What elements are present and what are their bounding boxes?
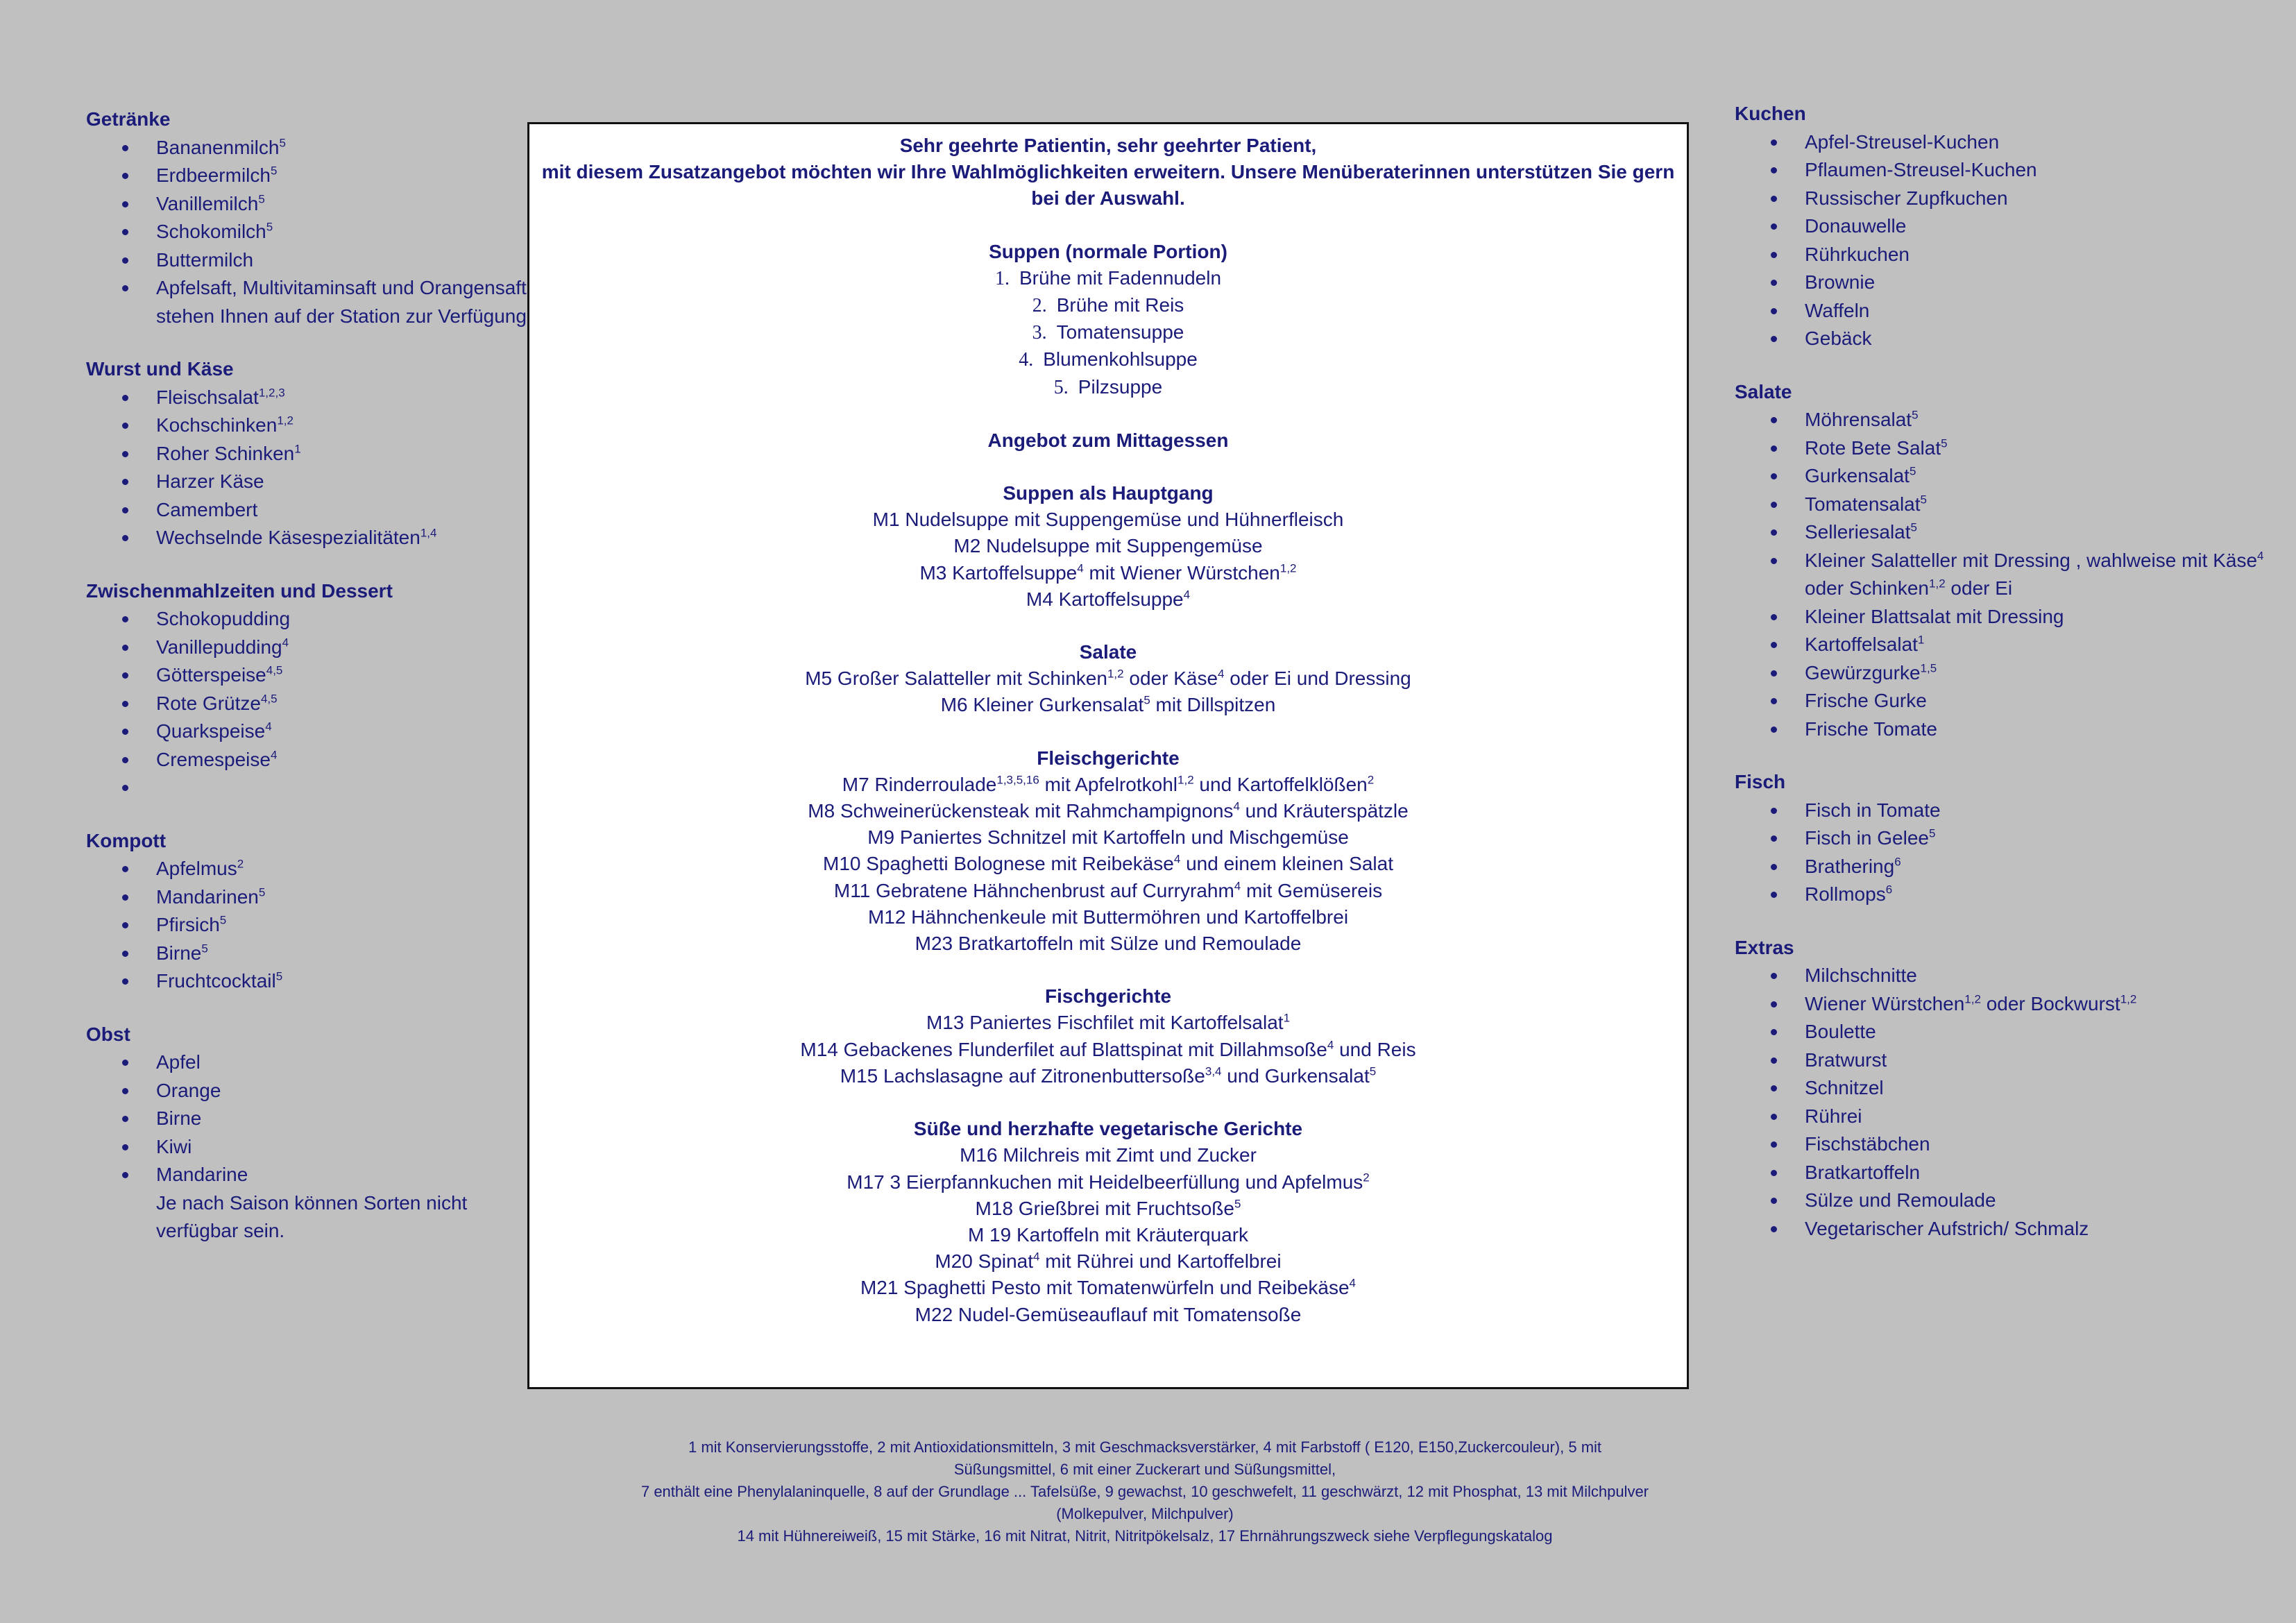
list-item: Schokopudding xyxy=(86,605,530,634)
list-item: Russischer Zupfkuchen xyxy=(1735,185,2276,213)
section-title: Fisch xyxy=(1735,771,1786,792)
menu-section xyxy=(1735,768,2276,909)
list-item: Harzer Käse xyxy=(86,468,530,496)
soup-number: 2. xyxy=(1032,295,1047,317)
section-title: Salate xyxy=(1735,380,1792,402)
footnote-line: 1 mit Konservierungsstoffe, 2 mit Antioxidationsmitteln, 3 mit Geschmacksverstärker, 4 mit Farbstoff ( E120, E150,Zuckercouleur), 5 mit xyxy=(688,1438,1602,1456)
allergen-note: 5 xyxy=(1920,493,1928,507)
menu-item: M7 Rinderroulade$^{1,3,5,16}$ mit Apfelrotkohl$^{1,2}$ und Kartoffelklößen$^2$ xyxy=(842,773,1375,795)
allergen-note: 6 xyxy=(1885,883,1893,897)
menu-item: M3 Kartoffelsuppe$^4$ mit Wiener Würstchen$^{1,2}$ xyxy=(919,561,1297,584)
footnote-line: (Molkepulver, Milchpulver) xyxy=(1056,1505,1234,1522)
allergen-note: 4 xyxy=(265,720,272,733)
list-item: Apfel xyxy=(86,1048,530,1077)
footnotes xyxy=(597,1436,1693,1547)
allergen-note: 4,5 xyxy=(260,692,278,706)
right-column xyxy=(1735,100,2276,1268)
list-item: Rührei xyxy=(1735,1103,2276,1131)
item-list xyxy=(86,134,530,331)
list-item: Brownie xyxy=(1735,269,2276,297)
allergen-note: 5 xyxy=(1912,408,1919,422)
list-item: Kleiner Blattsalat mit Dressing xyxy=(1735,603,2276,631)
soup-item xyxy=(529,319,1687,346)
item-list xyxy=(1735,406,2276,743)
list-item: Kleiner Salatteller mit Dressing , wahlweise mit Käse$^4$ oder Schinken$^{1,2}$ oder Ei xyxy=(1735,547,2276,603)
menu-item: M8 Schweinerückensteak mit Rahmchampignons$^4$ und Kräuterspätzle xyxy=(808,799,1409,822)
soup-number: 4. xyxy=(1019,349,1034,371)
spacer xyxy=(529,454,1687,480)
section-title: Wurst und Käse xyxy=(86,358,234,380)
list-item: Buttermilch xyxy=(86,246,530,275)
list-item: Wiener Würstchen$^{1,2}$ oder Bockwurst$^{1,2}$ xyxy=(1735,990,2276,1019)
allergen-note: 5 xyxy=(1928,826,1936,840)
list-item: Rollmops$^6$ xyxy=(1735,881,2276,909)
spacer xyxy=(529,613,1687,639)
group-title: Fischgerichte xyxy=(1044,985,1172,1008)
soup-item xyxy=(529,265,1687,292)
menu-item: M10 Spaghetti Bolognese mit Reibekäse$^4$ und einem kleinen Salat xyxy=(823,853,1393,875)
list-item: Vanillemilch$^5$ xyxy=(86,190,530,219)
item-list xyxy=(86,855,530,996)
section-title: Getränke xyxy=(86,108,171,130)
list-item: Fisch in Gelee$^5$ xyxy=(1735,824,2276,853)
list-item: Fleischsalat$^{1,2,3}$ xyxy=(86,384,530,412)
soup-number: 5. xyxy=(1053,376,1069,398)
list-item: Bratwurst xyxy=(1735,1046,2276,1075)
list-item: Fisch in Tomate xyxy=(1735,797,2276,825)
footnote-line: 14 mit Hühnereiweiß, 15 mit Stärke, 16 mit Nitrat, Nitrit, Nitritpökelsalz, 17 Ehrnährungszweck siehe Verpflegungskatalog xyxy=(737,1527,1553,1545)
spacer xyxy=(529,719,1687,745)
list-item: Camembert xyxy=(86,496,530,525)
list-item: Gewürzgurke$^{1,5}$ xyxy=(1735,659,2276,688)
allergen-note: 1,2 xyxy=(277,414,294,427)
list-item xyxy=(86,774,530,802)
menu-item: M2 Nudelsuppe mit Suppengemüse xyxy=(953,535,1263,557)
list-item: Bananenmilch$^5$ xyxy=(86,134,530,162)
list-item: Möhrensalat$^5$ xyxy=(1735,406,2276,434)
group-title: Fleischgerichte xyxy=(1037,747,1180,769)
list-item: Frische Tomate xyxy=(1735,715,2276,744)
menu-section xyxy=(1735,100,2276,353)
allergen-note: 1,4 xyxy=(420,526,437,540)
menu-item: M4 Kartoffelsuppe$^4$ xyxy=(1026,588,1191,610)
allergen-note: 5 xyxy=(258,885,266,899)
list-item: Apfel-Streusel-Kuchen xyxy=(1735,128,2276,157)
menu-item: M22 Nudel-Gemüseauflauf mit Tomatensoße xyxy=(915,1303,1302,1325)
list-item: Orange xyxy=(86,1077,530,1105)
menu-item: M20 Spinat$^4$ mit Rührei und Kartoffelbrei xyxy=(935,1250,1282,1273)
allergen-note: 5 xyxy=(266,220,273,234)
list-item: Vegetarischer Aufstrich/ Schmalz xyxy=(1735,1215,2276,1243)
group-title: Suppen als Hauptgang xyxy=(1003,482,1214,504)
lunch-groups xyxy=(529,454,1687,1328)
group-title: Salate xyxy=(1079,641,1137,663)
footnote-line: 7 enthält eine Phenylalaninquelle, 8 auf der Grundlage ... Tafelsüße, 9 gewachst, 10 geschwefelt, 11 geschwärzt, 12 mit Phosphat, 13 mit Milchpulver xyxy=(640,1483,1649,1500)
list-item: Gurkensalat$^5$ xyxy=(1735,462,2276,491)
menu-item: M15 Lachslasagne auf Zitronenbuttersoße$^{3,4}$ und Gurkensalat$^5$ xyxy=(840,1064,1377,1087)
soups-list xyxy=(529,265,1687,401)
list-item: Sülze und Remoulade xyxy=(1735,1187,2276,1215)
menu-item: M9 Paniertes Schnitzel mit Kartoffeln und Mischgemüse xyxy=(867,826,1349,849)
list-item: Rührkuchen xyxy=(1735,241,2276,269)
section-title: Zwischenmahlzeiten und Dessert xyxy=(86,579,393,602)
item-list xyxy=(86,384,530,552)
spacer xyxy=(529,1089,1687,1116)
list-item: Bratkartoffeln xyxy=(1735,1159,2276,1187)
soup-item xyxy=(529,346,1687,373)
allergen-note: 5 xyxy=(219,913,227,927)
menu-item: M1 Nudelsuppe mit Suppengemüse und Hühnerfleisch xyxy=(872,509,1344,531)
soup-name: Pilzsuppe xyxy=(1078,375,1163,398)
list-item: Quarkspeise$^4$ xyxy=(86,717,530,746)
menu-item: M12 Hähnchenkeule mit Buttermöhren und Kartoffelbrei xyxy=(867,906,1349,928)
list-item: Brathering$^6$ xyxy=(1735,853,2276,881)
menu-item: M18 Grießbrei mit Fruchtsoße$^5$ xyxy=(975,1197,1241,1219)
note-text: Je nach Saison können Sorten nicht verfügbar sein. xyxy=(156,1191,468,1241)
menu-section xyxy=(86,1021,530,1246)
group-title: Süße und herzhafte vegetarische Gerichte xyxy=(913,1118,1303,1140)
intro-line-2: bei der Auswahl. xyxy=(1031,187,1185,210)
menu-section xyxy=(1735,378,2276,744)
soup-number: 1. xyxy=(994,267,1010,289)
allergen-note: 5 xyxy=(279,136,286,150)
list-item: Birne$^5$ xyxy=(86,940,530,968)
soup-name: Blumenkohlsuppe xyxy=(1043,348,1198,371)
list-item: Apfelsaft, Multivitaminsaft und Orangensaft stehen Ihnen auf der Station zur Verfügung xyxy=(86,274,530,330)
menu-section xyxy=(86,827,530,996)
menu-item: M17 3 Eierpfannkuchen mit Heidelbeerfüllung und Apfelmus$^2$ xyxy=(847,1171,1370,1193)
list-item: Frische Gurke xyxy=(1735,687,2276,715)
list-item: Roher Schinken$^1$ xyxy=(86,440,530,468)
allergen-note: 5 xyxy=(201,942,208,955)
list-item: Tomatensalat$^5$ xyxy=(1735,491,2276,519)
allergen-note: 1,5 xyxy=(1920,661,1937,675)
allergen-note: 5 xyxy=(1910,520,1917,534)
soup-name: Brühe mit Reis xyxy=(1056,294,1184,316)
menu-item: M14 Gebackenes Flunderfilet auf Blattspinat mit Dillahmsoße$^4$ und Reis xyxy=(800,1038,1416,1060)
list-item: Apfelmus$^2$ xyxy=(86,855,530,883)
menu-item: M23 Bratkartoffeln mit Sülze und Remoulade xyxy=(915,933,1302,955)
section-title: Kuchen xyxy=(1735,103,1806,124)
list-item: Selleriesalat$^5$ xyxy=(1735,518,2276,547)
allergen-note: 4 xyxy=(270,748,278,762)
list-item: Wechselnde Käsespezialitäten$^{1,4}$ xyxy=(86,524,530,552)
menu-item: M13 Paniertes Fischfilet mit Kartoffelsalat$^1$ xyxy=(926,1012,1291,1034)
menu-section xyxy=(86,355,530,552)
allergen-note: 4,5 xyxy=(266,663,283,677)
menu-section xyxy=(86,577,530,802)
list-item: Kartoffelsalat$^1$ xyxy=(1735,631,2276,659)
list-item: Pflaumen-Streusel-Kuchen xyxy=(1735,156,2276,185)
soup-name: Brühe mit Fadennudeln xyxy=(1019,266,1222,289)
item-list xyxy=(1735,797,2276,909)
list-item: Rote Grütze$^{4,5}$ xyxy=(86,690,530,718)
list-item: Kiwi xyxy=(86,1133,530,1162)
center-menu-box xyxy=(527,122,1689,1389)
menu-section xyxy=(1735,934,2276,1243)
menu-item: M11 Gebratene Hähnchenbrust auf Curryrahm$^4$ mit Gemüsereis xyxy=(833,879,1383,901)
item-list xyxy=(86,1048,530,1189)
menu-section xyxy=(86,105,530,330)
allergen-note: 5 xyxy=(1909,464,1916,478)
allergen-note: 4 xyxy=(282,636,289,649)
soups-title: Suppen (normale Portion) xyxy=(989,240,1227,262)
menu-item: M6 Kleiner Gurkensalat$^5$ mit Dillspitzen xyxy=(940,694,1276,716)
left-column xyxy=(86,105,530,1271)
list-item: Kochschinken$^{1,2}$ xyxy=(86,411,530,440)
allergen-note: 1,2,3 xyxy=(258,386,285,400)
section-title: Obst xyxy=(86,1023,130,1045)
allergen-note: 6 xyxy=(1894,855,1901,869)
list-item: Schnitzel xyxy=(1735,1074,2276,1103)
menu-item: M16 Milchreis mit Zimt und Zucker xyxy=(960,1144,1257,1166)
item-list xyxy=(1735,128,2276,353)
allergen-note: 1 xyxy=(294,442,301,456)
list-item: Pfirsich$^5$ xyxy=(86,911,530,940)
soup-name: Tomatensuppe xyxy=(1056,321,1184,343)
menu-item: M 19 Kartoffeln mit Kräuterquark xyxy=(967,1223,1249,1246)
footnote-line: Süßungsmittel, 6 mit einer Zuckerart und Süßungsmittel, xyxy=(953,1461,1336,1478)
soup-item xyxy=(529,374,1687,401)
section-title: Kompott xyxy=(86,829,167,851)
list-item: Mandarinen$^5$ xyxy=(86,883,530,912)
list-item: Fruchtcocktail$^5$ xyxy=(86,967,530,996)
allergen-note: 5 xyxy=(258,192,265,206)
item-list xyxy=(86,605,530,802)
menu-item: M5 Großer Salatteller mit Schinken$^{1,2}$ oder Käse$^4$ oder Ei und Dressing xyxy=(805,667,1411,690)
section-title: Extras xyxy=(1735,936,1794,958)
allergen-note: 1 xyxy=(1917,633,1925,647)
soup-item xyxy=(529,292,1687,319)
menu-item: M21 Spaghetti Pesto mit Tomatenwürfeln und Reibekäse$^4$ xyxy=(860,1276,1357,1299)
soup-number: 3. xyxy=(1032,322,1047,344)
lunch-title: Angebot zum Mittagessen xyxy=(987,429,1229,451)
intro-line-1: mit diesem Zusatzangebot möchten wir Ihre Wahlmöglichkeiten erweitern. Unsere Menüberaterinnen unterstützen Sie gern xyxy=(541,161,1675,183)
spacer xyxy=(529,957,1687,983)
list-item: Erdbeermilch$^5$ xyxy=(86,162,530,190)
list-item: Donauwelle xyxy=(1735,212,2276,241)
list-item: Waffeln xyxy=(1735,297,2276,325)
allergen-note: 2 xyxy=(237,857,244,871)
list-item: Fischstäbchen xyxy=(1735,1130,2276,1159)
allergen-note: 5 xyxy=(270,164,278,178)
list-item: Milchschnitte xyxy=(1735,962,2276,990)
list-item: Rote Bete Salat$^5$ xyxy=(1735,434,2276,463)
list-item: Birne xyxy=(86,1105,530,1133)
list-item: Boulette xyxy=(1735,1018,2276,1046)
allergen-note: 5 xyxy=(1941,436,1948,450)
list-item: Cremespeise$^4$ xyxy=(86,746,530,774)
item-list xyxy=(1735,962,2276,1243)
list-item: Götterspeise$^{4,5}$ xyxy=(86,661,530,690)
greeting: Sehr geehrte Patientin, sehr geehrter Patient, xyxy=(899,135,1317,156)
allergen-note: 5 xyxy=(275,969,283,983)
list-item: Gebäck xyxy=(1735,325,2276,353)
list-item: Mandarine xyxy=(86,1161,530,1189)
list-item: Schokomilch$^5$ xyxy=(86,218,530,246)
list-item: Vanillepudding$^4$ xyxy=(86,634,530,662)
